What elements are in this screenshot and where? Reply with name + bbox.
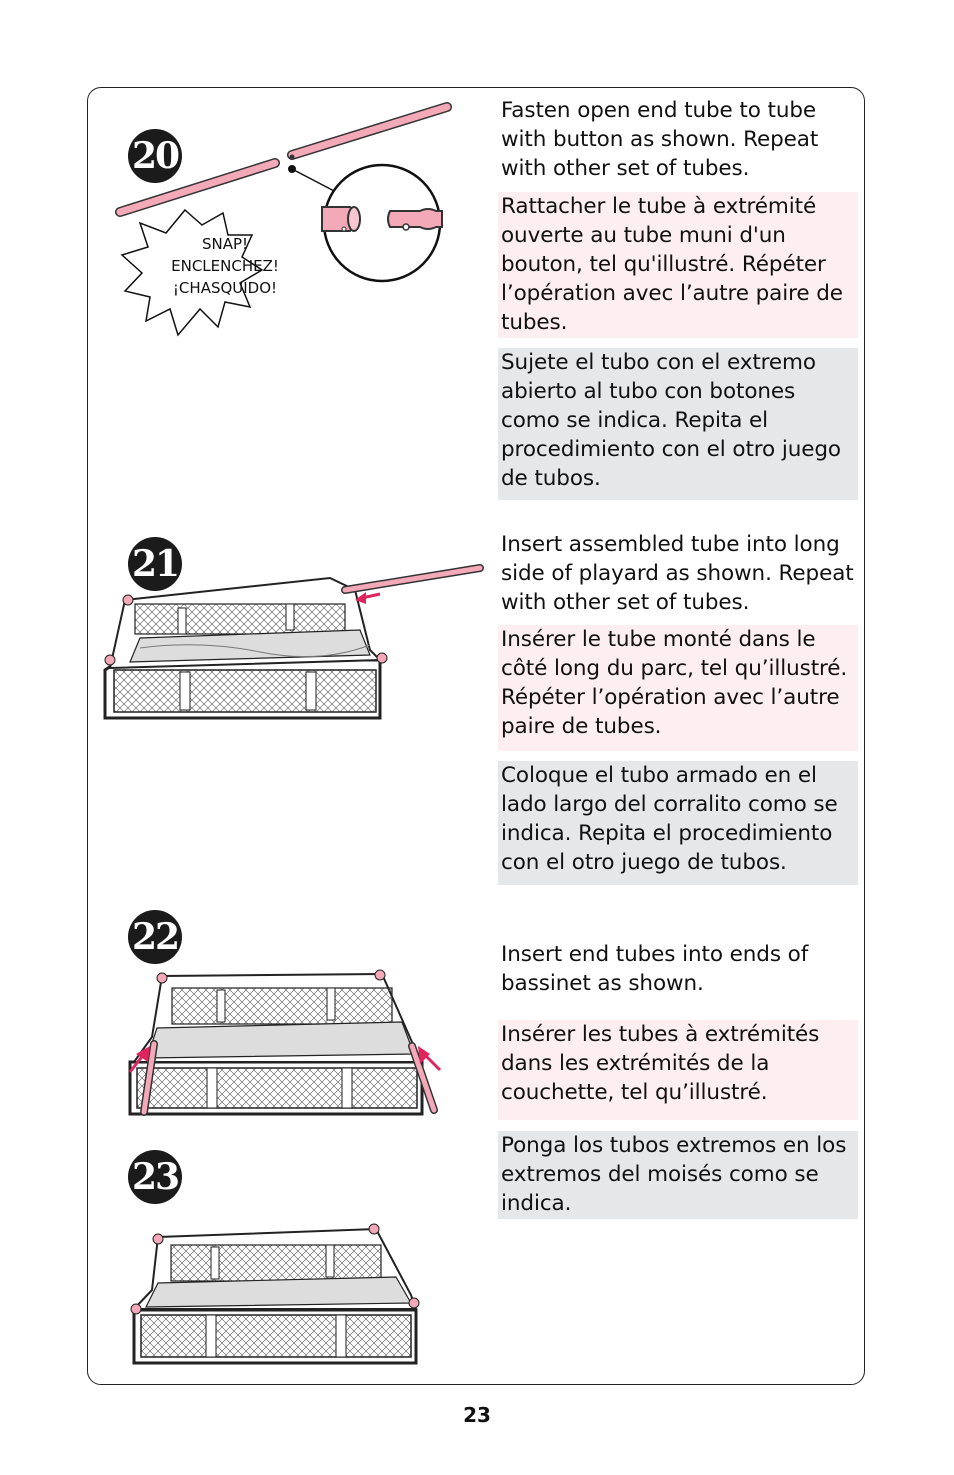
step-21-spanish: Coloque el tubo armado en el lado largo del corralito como se indica. Repita el procedimiento con el otro juego de tubos. — [498, 761, 858, 885]
bassinet-assembled-illustration — [126, 1215, 426, 1370]
step-20-french: Rattacher le tube à extrémité ouverte au tube muni d'un bouton, tel qu'illustré. Répéter l’opération avec l’autre paire de tubes. — [498, 192, 858, 338]
step-22-french: Insérer les tubes à extrémités dans les extrémités de la couchette, tel qu’illustré. — [498, 1020, 858, 1120]
tube-connection-illustration — [110, 95, 460, 355]
callout-line-1: SNAP! — [201, 235, 249, 253]
step-number-22: 22 — [128, 910, 182, 964]
callout-line-2: ENCLENCHEZ! — [171, 257, 279, 275]
step-number-21: 21 — [128, 537, 182, 591]
playard-long-side-illustration — [100, 560, 485, 725]
bassinet-end-tubes-illustration — [122, 962, 452, 1122]
step-20-english: Fasten open end tube to tube with button as shown. Repeat with other set of tubes. — [501, 98, 819, 181]
step-number-23: 23 — [128, 1150, 182, 1204]
callout-line-3: ¡CHASQUIDO! — [172, 279, 278, 297]
step-21-french: Insérer le tube monté dans le côté long du parc, tel qu’illustré. Répéter l’opération avec l’autre paire de tubes. — [498, 625, 858, 751]
snap-callout — [150, 233, 300, 299]
step-22-spanish: Ponga los tubos extremos en los extremos del moisés como se indica. — [498, 1131, 858, 1219]
step-20-spanish: Sujete el tubo con el extremo abierto al tubo con botones como se indica. Repita el procedimiento con el otro juego de tubos. — [498, 348, 858, 500]
step-number-20: 20 — [128, 129, 182, 183]
step-21-english: Insert assembled tube into long side of playard as shown. Repeat with other set of tubes. — [501, 532, 854, 615]
page-number: 23 — [463, 1403, 491, 1427]
step-22-english: Insert end tubes into ends of bassinet as shown. — [501, 942, 809, 996]
